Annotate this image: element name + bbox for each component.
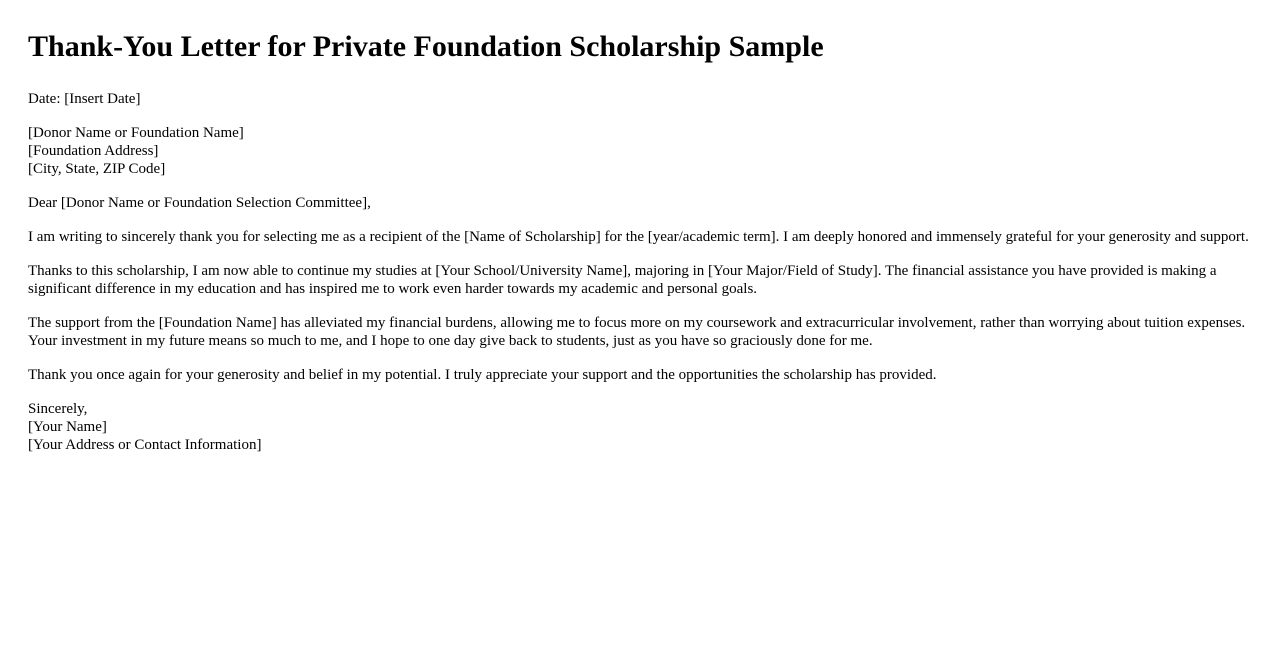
valediction: Sincerely, — [28, 401, 88, 417]
salutation: Dear [Donor Name or Foundation Selection Committee], — [28, 195, 371, 211]
body-paragraph-3: The support from the [Foundation Name] has alleviated my financial burdens, allowing me to focus more on my coursework and extracurricular involvement, rather than worrying about tuition expenses. Your investment in my future means so much to me, and I hope to one day give back to students, just as you have so graciously done for me. — [28, 315, 1246, 349]
recipient-block — [28, 124, 1250, 178]
body-paragraph-2: Thanks to this scholarship, I am now able to continue my studies at [Your School/University Name], majoring in [Your Major/Field of Study]. The financial assistance you have provided is making a significant difference in my education and has inspired me to work even harder towards my academic and personal goals. — [28, 263, 1217, 297]
recipient-address: [Foundation Address] — [28, 143, 159, 159]
closing-block — [28, 400, 1250, 454]
recipient-name: [Donor Name or Foundation Name] — [28, 125, 244, 141]
body-paragraph-1: I am writing to sincerely thank you for selecting me as a recipient of the [Name of Scholarship] for the [year/academic term]. I am deeply honored and immensely grateful for your generosity and support. — [28, 229, 1249, 245]
sender-contact: [Your Address or Contact Information] — [28, 437, 262, 453]
sender-name: [Your Name] — [28, 419, 107, 435]
body-paragraph-4: Thank you once again for your generosity and belief in my potential. I truly appreciate your support and the opportunities the scholarship has provided. — [28, 367, 937, 383]
recipient-city: [City, State, ZIP Code] — [28, 161, 166, 177]
date-line: Date: [Insert Date] — [28, 91, 141, 107]
page-title: Thank-You Letter for Private Foundation Scholarship Sample — [28, 30, 824, 63]
